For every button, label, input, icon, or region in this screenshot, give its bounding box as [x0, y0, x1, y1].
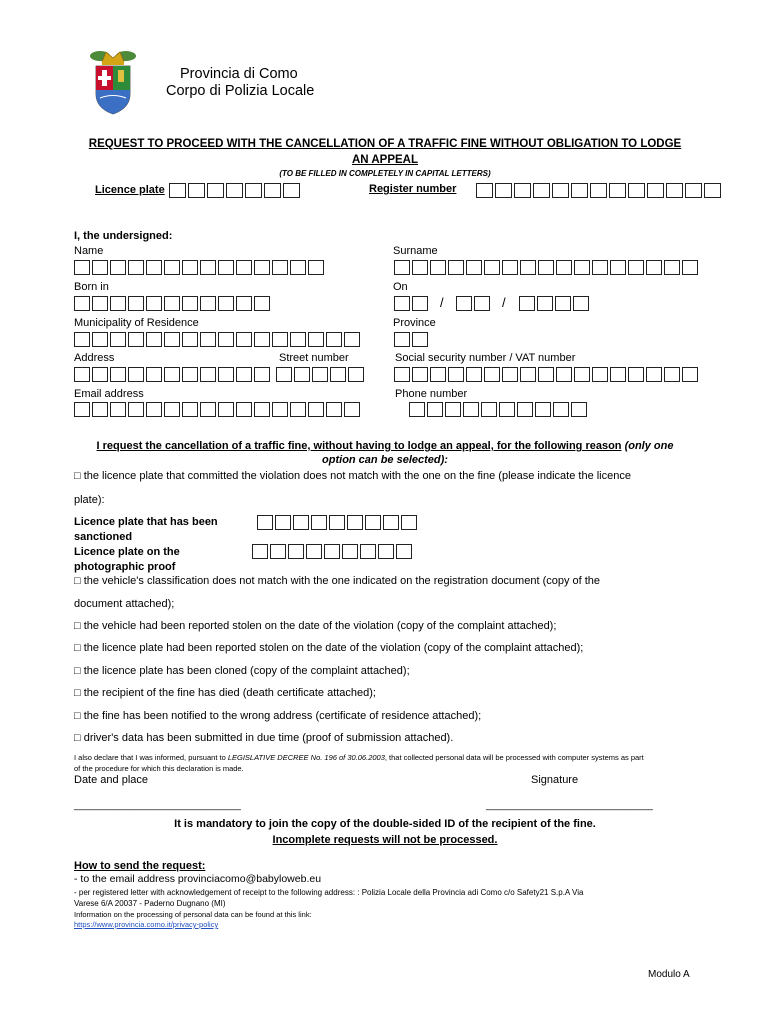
municipality-boxes[interactable] — [74, 332, 360, 347]
form-title: REQUEST TO PROCEED WITH THE CANCELLATION OF A TRAFFIC FINE WITHOUT OBLIGATION TO LODGE — [88, 138, 682, 150]
photo-plate-label: Licence plate on the — [74, 546, 180, 558]
date-separator: / — [502, 295, 506, 310]
date-separator: / — [440, 295, 444, 310]
option-vehicle-stolen[interactable]: □ the vehicle had been reported stolen on the date of the violation (copy of the complaint attached); — [74, 620, 557, 632]
request-statement: I request the cancellation of a traffic fine, without having to lodge an appeal, for the following reason (only one — [96, 440, 674, 452]
province-label: Province — [393, 317, 436, 329]
privacy-info: Information on the processing of personal data can be found at this link: — [74, 910, 312, 919]
incomplete-notice: Incomplete requests will not be processed. — [272, 834, 498, 846]
option-recipient-died[interactable]: □ the recipient of the fine has died (death certificate attached); — [74, 687, 376, 699]
licence-plate-boxes[interactable] — [169, 183, 300, 198]
undersigned-heading: I, the undersigned: — [74, 230, 173, 242]
org-department: Corpo di Polizia Locale — [166, 83, 315, 99]
privacy-declaration-line2: of the procedure for which this declaration is made. — [74, 764, 244, 773]
surname-label: Surname — [393, 245, 438, 257]
photo-plate-label-2: photographic proof — [74, 561, 176, 573]
born-in-boxes[interactable] — [74, 296, 270, 311]
option-wrong-address[interactable]: □ the fine has been notified to the wrong address (certificate of residence attached); — [74, 710, 482, 722]
send-email-line: - to the email address provinciacomo@babyloweb.eu — [74, 873, 322, 885]
on-label: On — [393, 281, 408, 293]
sanctioned-plate-boxes[interactable] — [257, 515, 417, 530]
birth-day-boxes[interactable] — [394, 296, 428, 311]
ssn-vat-label: Social security number / VAT number — [395, 352, 576, 364]
option-wrong-plate-cont: plate): — [74, 494, 105, 506]
email-label: Email address — [74, 388, 144, 400]
birth-year-boxes[interactable] — [519, 296, 589, 311]
date-place-label: Date and place — [74, 774, 148, 786]
surname-boxes[interactable] — [394, 260, 698, 275]
province-crest-logo — [86, 46, 140, 116]
option-driver-data[interactable]: □ driver's data has been submitted in due time (proof of submission attached). — [74, 732, 454, 744]
option-plate-stolen[interactable]: □ the licence plate had been reported stolen on the date of the violation (copy of the complaint attached); — [74, 642, 584, 654]
signature-line[interactable]: ______________________________ — [486, 800, 653, 811]
address-label: Address — [74, 352, 115, 364]
photo-plate-boxes[interactable] — [252, 544, 412, 559]
municipality-label: Municipality of Residence — [74, 317, 199, 329]
phone-boxes[interactable] — [409, 402, 587, 417]
form-title-line2: AN APPEAL — [351, 154, 419, 166]
register-number-label: Register number — [369, 183, 457, 195]
address-boxes[interactable] — [74, 367, 270, 382]
province-boxes[interactable] — [394, 332, 428, 347]
option-wrong-plate[interactable]: □ the licence plate that committed the violation does not match with the one on the fine (please indicate the licence — [74, 470, 631, 482]
send-letter-address: Varese 6/A 20037 - Paderno Dugnano (MI) — [74, 899, 226, 908]
mandatory-notice: It is mandatory to join the copy of the double-sided ID of the recipient of the fine. — [174, 818, 596, 830]
option-classification[interactable]: □ the vehicle's classification does not match with the one indicated on the registration document (copy of the — [74, 575, 601, 587]
name-boxes[interactable] — [74, 260, 324, 275]
form-subtitle: (TO BE FILLED IN COMPLETELY IN CAPITAL LETTERS) — [279, 169, 491, 178]
licence-plate-label: Licence plate — [95, 184, 165, 196]
birth-month-boxes[interactable] — [456, 296, 490, 311]
request-statement-line2: option can be selected): — [322, 454, 448, 466]
street-number-boxes[interactable] — [276, 367, 364, 382]
register-number-boxes[interactable] — [476, 183, 721, 198]
sanctioned-plate-label: Licence plate that has been — [74, 516, 218, 528]
option-classification-cont: document attached); — [74, 598, 175, 610]
privacy-policy-link[interactable]: https://www.provincia.como.it/privacy-policy — [74, 920, 219, 929]
org-name: Provincia di Como — [180, 66, 298, 82]
ssn-vat-boxes[interactable] — [394, 367, 698, 382]
modulo-label: Modulo A — [648, 969, 690, 980]
name-label: Name — [74, 245, 104, 257]
born-in-label: Born in — [74, 281, 109, 293]
phone-label: Phone number — [395, 388, 468, 400]
send-letter-line: - per registered letter with acknowledgement of receipt to the following address: : Polizia Locale della Provincia adi Como c/o Safety21 S.p.A Via — [74, 888, 584, 897]
email-boxes[interactable] — [74, 402, 360, 417]
street-number-label: Street number — [279, 352, 349, 364]
how-to-send-heading: How to send the request: — [74, 860, 206, 872]
sanctioned-plate-label-2: sanctioned — [74, 531, 133, 543]
privacy-declaration: I also declare that I was informed, pursuant to LEGISLATIVE DECREE No. 196 of 30.06.2003, that collected personal data will be processed with computer systems as part — [74, 753, 644, 762]
signature-label: Signature — [531, 774, 579, 786]
date-place-line[interactable]: ______________________________ — [74, 800, 241, 811]
option-plate-cloned[interactable]: □ the licence plate has been cloned (copy of the complaint attached); — [74, 665, 410, 677]
